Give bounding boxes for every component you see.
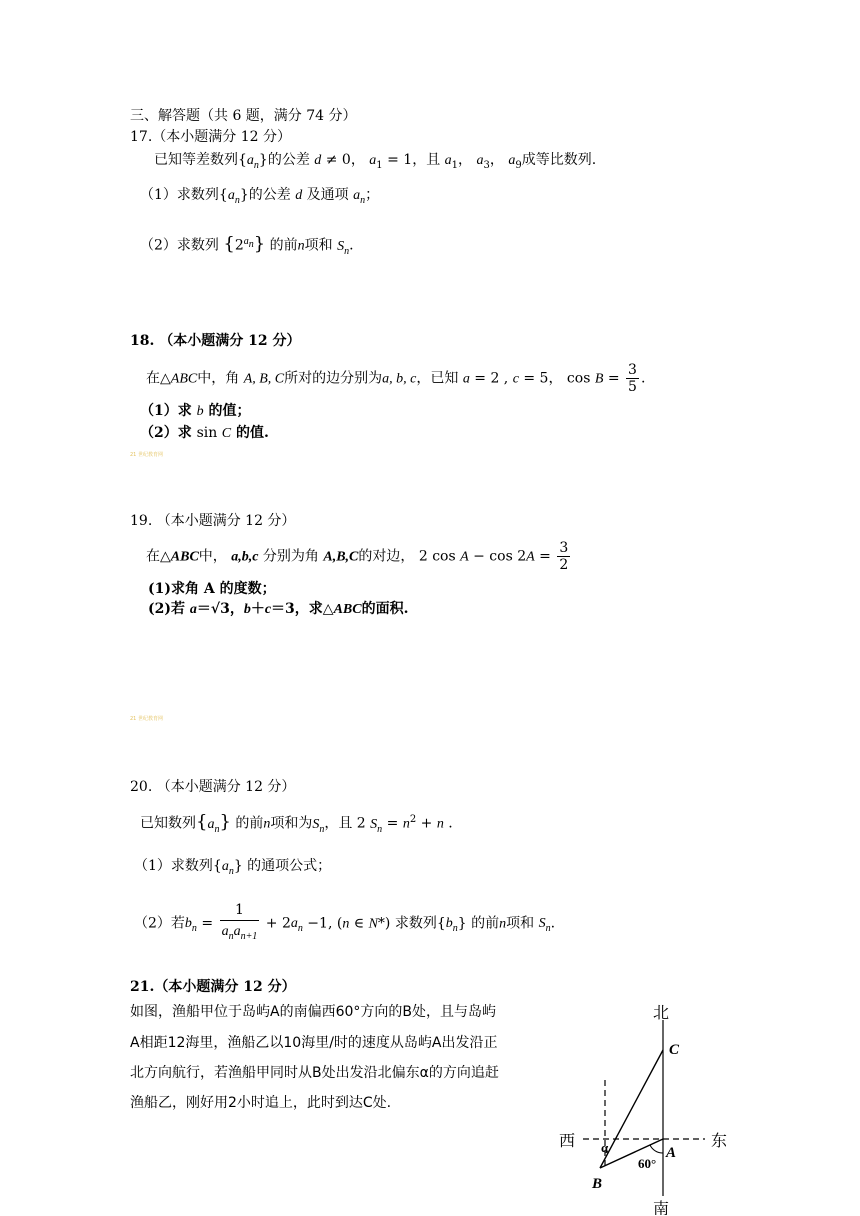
label-c: C [669, 1042, 680, 1058]
p19-q2: (2)若 a＝√3，b＋c＝3，求△ABC的面积. [148, 601, 409, 617]
p18-q2: （2）求 sin C 的值. [140, 425, 269, 441]
p19-stem: 在△ABC中， a,b,c 分别为角 A,B,C的对边， 2 cos A − cos 2A = $\frac{3}{2}$ [146, 540, 569, 573]
p21-line-4: 渔船乙，刚好用2小时追上，此时到达C处. [130, 1095, 392, 1111]
label-60: 60° [638, 1156, 657, 1171]
p19-q1: (1)求角 A 的度数； [148, 581, 276, 597]
label-south: 南 [653, 1199, 670, 1215]
p18-q1: （1）求 b 的值； [140, 403, 251, 419]
label-east: 东 [711, 1131, 728, 1150]
p18-stem: 在△ABC中，角 A, B, C所对的边分别为a, b, c，已知 a = 2 , c = 5， cos B = $\frac{3}{5}$ . [146, 362, 646, 395]
watermark: 21 世纪教育网 [130, 452, 163, 458]
angle-arc-60 [650, 1145, 663, 1153]
p18-title: 18. （本小题满分 12 分） [130, 333, 301, 349]
p17-q1: （1）求数列$\{a_n\}$的公差 d 及通项 $a_n$； [140, 187, 380, 206]
label-alpha: α [601, 1140, 609, 1155]
p17-stem: 已知等差数列$\{a_n\}$的公差 d ≠ 0， $a_1 = 1$，且 $a_1$， $a_3$， $a_9$成等比数列. [154, 152, 597, 171]
label-north: 北 [653, 1003, 670, 1022]
label-b: B [592, 1176, 603, 1192]
p21-line-2: A相距12海里，渔船乙以10海里/时的速度从岛屿A出发沿正 [130, 1035, 498, 1051]
p21-line-3: 北方向航行，若渔船甲同时从B处出发沿北偏东α的方向追赶 [130, 1065, 499, 1081]
label-west: 西 [559, 1131, 576, 1150]
p17-q2: （2）求数列 $\{2^{a_n}\}$ 的前n项和 $S_n$. [140, 233, 354, 257]
p20-q2: （2）若$b_n$ = $\frac{1}{a_na_{n+1}}$ + $2a_n -1$, (n ∈ N*) 求数列$\{b_n\}$ 的前n项和 $S_n$. [134, 902, 556, 942]
p20-q1: （1）求数列$\{a_n\}$ 的通项公式； [134, 858, 332, 877]
label-a: A [666, 1145, 677, 1161]
p19-title: 19. （本小题满分 12 分） [130, 513, 296, 529]
compass-diagram [555, 1000, 755, 1215]
section-heading: 三、解答题（共 6 题，满分 74 分） [130, 108, 357, 124]
p20-stem: 已知数列$\{a_n\}$ 的前n项和为$S_n$，且 2 $S_n = n^2 + n$ . [140, 811, 453, 835]
p21-title: 21.（本小题满分 12 分） [130, 979, 296, 995]
p21-line-1: 如图，渔船甲位于岛屿A的南偏西60°方向的B处，且与岛屿 [130, 1004, 496, 1020]
watermark-2: 21 世纪教育网 [130, 716, 163, 722]
p20-title: 20. （本小题满分 12 分） [130, 779, 296, 795]
p17-title: 17.（本小题满分 12 分） [130, 129, 291, 145]
